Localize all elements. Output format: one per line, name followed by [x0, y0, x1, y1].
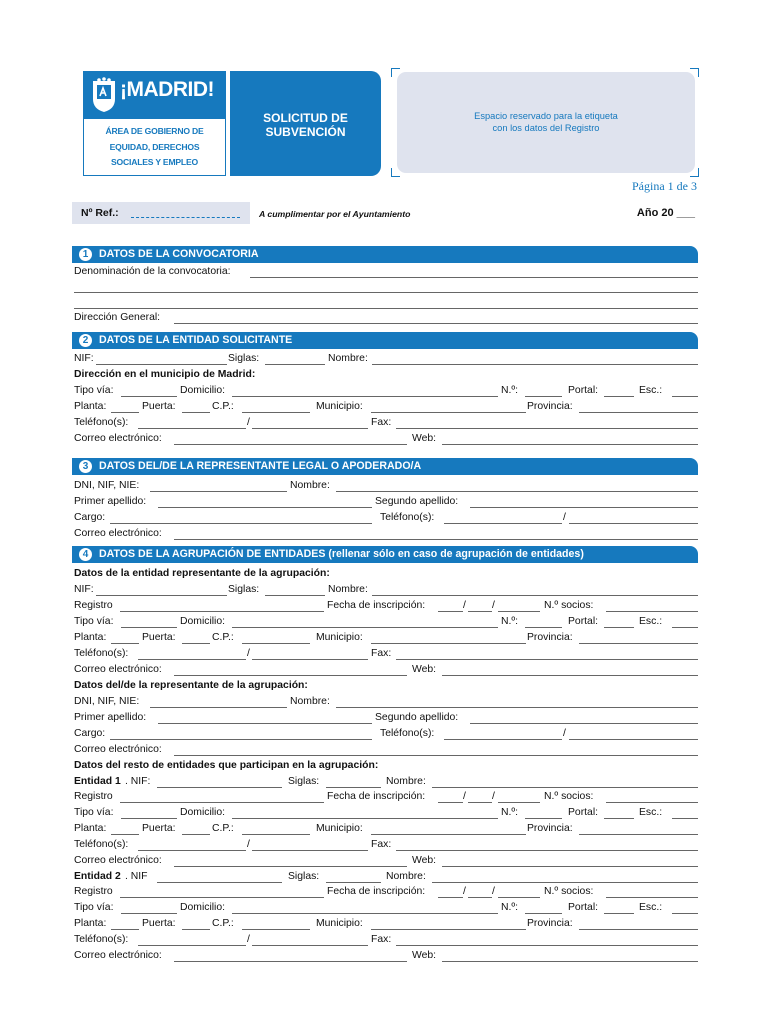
row-datos-rep-agrup — [74, 679, 698, 693]
provincia-label: Provincia: — [527, 632, 573, 643]
nombre-field[interactable] — [372, 364, 698, 365]
primer-apellido-label: Primer apellido: — [74, 496, 147, 507]
nombre-label: Nombre: — [290, 696, 330, 707]
page-number: Página 1 de 3 — [632, 179, 697, 193]
numero-label: N.º: — [501, 385, 519, 396]
domicilio-field[interactable] — [232, 913, 498, 914]
planta-field[interactable] — [111, 834, 139, 835]
provincia-label: Provincia: — [527, 401, 573, 412]
municipio-field[interactable] — [371, 834, 526, 835]
puerta-label: Puerta: — [142, 918, 176, 929]
domicilio-field[interactable] — [232, 627, 498, 628]
cargo-label: Cargo: — [74, 512, 106, 523]
row-planta — [74, 917, 698, 931]
row-correo — [74, 854, 698, 868]
siglas-field[interactable] — [326, 787, 381, 788]
nombre-label: Nombre: — [290, 480, 330, 491]
esc-field[interactable] — [672, 818, 698, 819]
nif-label: NIF: — [74, 584, 94, 595]
nombre-field[interactable] — [336, 707, 698, 708]
section-title: DATOS DEL/DE LA REPRESENTANTE LEGAL O APODERADO/A — [99, 460, 422, 472]
nif-field[interactable] — [157, 787, 282, 788]
row-entidad2-nif — [74, 870, 698, 884]
slash: / — [463, 600, 466, 611]
fax-field[interactable] — [396, 428, 698, 429]
primer-apellido-field[interactable] — [158, 723, 372, 724]
nif-label: NIF: — [74, 353, 94, 364]
fecha-inscripcion-label: Fecha de inscripción: — [327, 791, 426, 802]
fecha-anio-field[interactable] — [498, 897, 540, 898]
section-1-header — [72, 246, 698, 263]
fax-label: Fax: — [371, 839, 392, 850]
nif-field[interactable] — [96, 364, 227, 365]
subheading: Datos del/de la representante de la agrupación: — [74, 680, 308, 691]
section-title: DATOS DE LA CONVOCATORIA — [99, 248, 259, 260]
web-field[interactable] — [442, 675, 698, 676]
fecha-mes-field[interactable] — [468, 611, 492, 612]
tipo-via-field[interactable] — [121, 913, 177, 914]
provincia-field[interactable] — [579, 929, 698, 930]
correo-field[interactable] — [174, 444, 407, 445]
cp-label: C.P.: — [212, 632, 234, 643]
tipo-via-field[interactable] — [121, 627, 177, 628]
puerta-label: Puerta: — [142, 401, 176, 412]
portal-label: Portal: — [568, 385, 599, 396]
provincia-label: Provincia: — [527, 823, 573, 834]
nombre-field[interactable] — [432, 882, 698, 883]
fecha-anio-field[interactable] — [498, 802, 540, 803]
title-line-2: SUBVENCIÓN — [265, 125, 346, 139]
web-label: Web: — [412, 950, 437, 961]
cp-field[interactable] — [242, 643, 310, 644]
web-field[interactable] — [442, 444, 698, 445]
denominacion-field[interactable] — [250, 277, 698, 278]
row-dni-nombre — [74, 695, 698, 709]
cp-field[interactable] — [242, 834, 310, 835]
tipo-via-label: Tipo vía: — [74, 385, 114, 396]
slash: / — [463, 886, 466, 897]
portal-field[interactable] — [604, 396, 634, 397]
siglas-field[interactable] — [265, 595, 325, 596]
nombre-label: Nombre: — [386, 871, 426, 882]
section-title: DATOS DE LA ENTIDAD SOLICITANTE — [99, 334, 293, 346]
tipo-via-label: Tipo vía: — [74, 807, 114, 818]
row-planta — [74, 822, 698, 836]
correo-field[interactable] — [174, 866, 407, 867]
cp-label: C.P.: — [212, 401, 234, 412]
municipio-label: Municipio: — [316, 632, 363, 643]
row-denominacion — [74, 265, 698, 279]
siglas-field[interactable] — [326, 882, 381, 883]
slash: / — [492, 886, 495, 897]
correo-field[interactable] — [174, 961, 407, 962]
tipo-via-field[interactable] — [121, 396, 177, 397]
corner-mark — [690, 68, 699, 77]
slash: / — [247, 648, 250, 659]
row-correo — [74, 432, 698, 446]
row-correo — [74, 527, 698, 541]
nombre-field[interactable] — [372, 595, 698, 596]
dni-field[interactable] — [150, 707, 287, 708]
nombre-field[interactable] — [432, 787, 698, 788]
registry-line-2: con los datos del Registro — [492, 123, 600, 133]
dni-field[interactable] — [150, 491, 287, 492]
web-label: Web: — [412, 664, 437, 675]
esc-label: Esc.: — [639, 385, 663, 396]
fax-field[interactable] — [396, 659, 698, 660]
portal-field[interactable] — [604, 913, 634, 914]
direccion-general-label: Dirección General: — [74, 312, 161, 323]
telefono-1-field[interactable] — [138, 850, 246, 851]
corner-mark — [391, 68, 400, 77]
fecha-mes-field[interactable] — [468, 802, 492, 803]
telefonos-label: Teléfono(s): — [74, 417, 129, 428]
cargo-label: Cargo: — [74, 728, 106, 739]
correo-label: Correo electrónico: — [74, 950, 162, 961]
ref-field[interactable] — [131, 217, 240, 218]
section-number: 4 — [79, 548, 92, 561]
ref-box — [72, 202, 250, 224]
primer-apellido-label: Primer apellido: — [74, 712, 147, 723]
registro-label: Registro — [74, 791, 113, 802]
municipio-field[interactable] — [371, 643, 526, 644]
row-registro — [74, 790, 698, 804]
num-socios-label: N.º socios: — [544, 886, 594, 897]
segundo-apellido-label: Segundo apellido: — [375, 496, 459, 507]
registry-text — [397, 110, 695, 134]
fecha-mes-field[interactable] — [468, 897, 492, 898]
siglas-label: Siglas: — [228, 353, 260, 364]
cp-label: C.P.: — [212, 918, 234, 929]
denominacion-field-line-3[interactable] — [74, 308, 698, 309]
nif-field[interactable] — [157, 882, 282, 883]
madrid-crest-icon — [90, 77, 118, 113]
admin-note: A cumplimentar por el Ayuntamiento — [259, 209, 411, 219]
segundo-apellido-field[interactable] — [470, 507, 698, 508]
nombre-label: Nombre: — [328, 353, 368, 364]
siglas-label: Siglas: — [228, 584, 260, 595]
puerta-field[interactable] — [182, 834, 210, 835]
primer-apellido-field[interactable] — [158, 507, 372, 508]
entidad1-nif-label: . NIF: — [125, 776, 151, 787]
logo-band — [84, 72, 225, 119]
row-entidad1-nif — [74, 775, 698, 789]
area-gobierno — [84, 124, 225, 171]
row-apellidos — [74, 711, 698, 725]
municipio-label: Municipio: — [316, 401, 363, 412]
telefonos-label: Teléfono(s): — [380, 512, 435, 523]
row-datos-resto — [74, 759, 698, 773]
siglas-label: Siglas: — [288, 776, 320, 787]
correo-label: Correo electrónico: — [74, 433, 162, 444]
siglas-field[interactable] — [265, 364, 325, 365]
correo-field[interactable] — [174, 539, 698, 540]
portal-label: Portal: — [568, 902, 599, 913]
siglas-label: Siglas: — [288, 871, 320, 882]
telefonos-label: Teléfono(s): — [74, 648, 129, 659]
numero-label: N.º: — [501, 616, 519, 627]
num-socios-field[interactable] — [606, 897, 698, 898]
row-telefonos — [74, 416, 698, 430]
nif-field[interactable] — [96, 595, 227, 596]
cp-field[interactable] — [242, 412, 310, 413]
municipio-field[interactable] — [371, 929, 526, 930]
domicilio-label: Domicilio: — [180, 807, 226, 818]
row-cargo — [74, 727, 698, 741]
row-planta — [74, 400, 698, 414]
esc-field[interactable] — [672, 396, 698, 397]
form-title — [230, 71, 381, 176]
row-correo — [74, 949, 698, 963]
esc-label: Esc.: — [639, 616, 663, 627]
row-planta — [74, 631, 698, 645]
fax-field[interactable] — [396, 945, 698, 946]
planta-label: Planta: — [74, 401, 107, 412]
numero-field[interactable] — [525, 913, 562, 914]
row-tipo-via — [74, 615, 698, 629]
num-socios-field[interactable] — [606, 802, 698, 803]
fax-field[interactable] — [396, 850, 698, 851]
area-line-3: SOCIALES Y EMPLEO — [110, 157, 198, 167]
tipo-via-label: Tipo vía: — [74, 902, 114, 913]
row-registro — [74, 885, 698, 899]
telefono-2-field[interactable] — [252, 659, 368, 660]
entidad2-nif-label: . NIF — [125, 871, 148, 882]
row-nif-siglas-nombre — [74, 352, 698, 366]
madrid-logo — [83, 71, 226, 176]
planta-label: Planta: — [74, 823, 107, 834]
row-dni-nombre — [74, 479, 698, 493]
telefono-1-field[interactable] — [444, 523, 562, 524]
esc-label: Esc.: — [639, 902, 663, 913]
registro-field[interactable] — [120, 802, 324, 803]
web-label: Web: — [412, 433, 437, 444]
provincia-label: Provincia: — [527, 918, 573, 929]
fecha-dia-field[interactable] — [438, 611, 463, 612]
esc-label: Esc.: — [639, 807, 663, 818]
row-telefonos — [74, 838, 698, 852]
correo-label: Correo electrónico: — [74, 855, 162, 866]
web-label: Web: — [412, 855, 437, 866]
fecha-inscripcion-label: Fecha de inscripción: — [327, 886, 426, 897]
dni-label: DNI, NIF, NIE: — [74, 480, 140, 491]
row-telefonos — [74, 647, 698, 661]
correo-label: Correo electrónico: — [74, 664, 162, 675]
telefono-2-field[interactable] — [569, 523, 698, 524]
num-socios-label: N.º socios: — [544, 600, 594, 611]
row-nif-siglas-nombre — [74, 583, 698, 597]
row-datos-entidad-rep — [74, 567, 698, 581]
section-number: 3 — [79, 460, 92, 473]
tipo-via-field[interactable] — [121, 818, 177, 819]
row-tipo-via — [74, 384, 698, 398]
portal-label: Portal: — [568, 616, 599, 627]
slash: / — [463, 791, 466, 802]
domicilio-label: Domicilio: — [180, 616, 226, 627]
planta-label: Planta: — [74, 918, 107, 929]
row-correo — [74, 663, 698, 677]
direccion-madrid-label: Dirección en el municipio de Madrid: — [74, 369, 256, 380]
registry-line-1: Espacio reservado para la etiqueta — [474, 111, 618, 121]
puerta-field[interactable] — [182, 929, 210, 930]
section-number: 2 — [79, 334, 92, 347]
registry-box — [397, 72, 695, 173]
numero-label: N.º: — [501, 902, 519, 913]
corner-mark — [391, 168, 400, 177]
num-socios-field[interactable] — [606, 611, 698, 612]
cp-field[interactable] — [242, 929, 310, 930]
telefono-1-field[interactable] — [138, 945, 246, 946]
municipio-field[interactable] — [371, 412, 526, 413]
portal-label: Portal: — [568, 807, 599, 818]
numero-field[interactable] — [525, 396, 562, 397]
denominacion-field-line-2[interactable] — [74, 292, 698, 293]
registro-label: Registro — [74, 886, 113, 897]
fecha-dia-field[interactable] — [438, 802, 463, 803]
planta-field[interactable] — [111, 412, 139, 413]
correo-label: Correo electrónico: — [74, 744, 162, 755]
correo-label: Correo electrónico: — [74, 528, 162, 539]
correo-field[interactable] — [174, 675, 407, 676]
denominacion-label: Denominación de la convocatoria: — [74, 266, 231, 277]
domicilio-field[interactable] — [232, 396, 498, 397]
nombre-field[interactable] — [336, 491, 698, 492]
registro-label: Registro — [74, 600, 113, 611]
puerta-label: Puerta: — [142, 823, 176, 834]
entidad1-label: Entidad 1 — [74, 776, 121, 787]
logo-text: ¡MADRID! — [120, 78, 214, 101]
telefono-2-field[interactable] — [252, 428, 368, 429]
subheading: Datos de la entidad representante de la agrupación: — [74, 568, 330, 579]
slash: / — [247, 417, 250, 428]
web-field[interactable] — [442, 961, 698, 962]
segundo-apellido-field[interactable] — [470, 723, 698, 724]
row-telefonos — [74, 933, 698, 947]
fecha-anio-field[interactable] — [498, 611, 540, 612]
planta-field[interactable] — [111, 929, 139, 930]
planta-field[interactable] — [111, 643, 139, 644]
tipo-via-label: Tipo vía: — [74, 616, 114, 627]
section-3-header — [72, 458, 698, 475]
row-cargo — [74, 511, 698, 525]
telefono-1-field[interactable] — [138, 659, 246, 660]
puerta-field[interactable] — [182, 643, 210, 644]
area-line-2: EQUIDAD, DERECHOS — [109, 141, 200, 152]
telefonos-label: Teléfono(s): — [380, 728, 435, 739]
section-4-header — [72, 546, 698, 563]
row-registro — [74, 599, 698, 613]
provincia-field[interactable] — [579, 643, 698, 644]
section-number: 1 — [79, 248, 92, 261]
cargo-field[interactable] — [110, 739, 372, 740]
telefono-2-field[interactable] — [569, 739, 698, 740]
row-apellidos — [74, 495, 698, 509]
fax-label: Fax: — [371, 417, 392, 428]
num-socios-label: N.º socios: — [544, 791, 594, 802]
numero-field[interactable] — [525, 818, 562, 819]
domicilio-label: Domicilio: — [180, 902, 226, 913]
entidad2-label: Entidad 2 — [74, 871, 121, 882]
portal-field[interactable] — [604, 818, 634, 819]
numero-label: N.º: — [501, 807, 519, 818]
slash: / — [247, 839, 250, 850]
registro-field[interactable] — [120, 897, 324, 898]
municipio-label: Municipio: — [316, 918, 363, 929]
numero-field[interactable] — [525, 627, 562, 628]
slash: / — [492, 791, 495, 802]
esc-field[interactable] — [672, 913, 698, 914]
telefono-1-field[interactable] — [444, 739, 562, 740]
planta-label: Planta: — [74, 632, 107, 643]
registro-field[interactable] — [120, 611, 324, 612]
provincia-field[interactable] — [579, 834, 698, 835]
municipio-label: Municipio: — [316, 823, 363, 834]
telefono-1-field[interactable] — [138, 428, 246, 429]
web-field[interactable] — [442, 866, 698, 867]
row-tipo-via — [74, 806, 698, 820]
telefono-2-field[interactable] — [252, 850, 368, 851]
section-title: DATOS DE LA AGRUPACIÓN DE ENTIDADES (rellenar sólo en caso de agrupación de entidades) — [99, 548, 584, 560]
nombre-label: Nombre: — [386, 776, 426, 787]
fecha-dia-field[interactable] — [438, 897, 463, 898]
nombre-label: Nombre: — [328, 584, 368, 595]
telefono-2-field[interactable] — [252, 945, 368, 946]
slash: / — [247, 934, 250, 945]
cargo-field[interactable] — [110, 523, 372, 524]
segundo-apellido-label: Segundo apellido: — [375, 712, 459, 723]
title-line-1: SOLICITUD DE — [263, 111, 348, 125]
ref-label: Nº Ref.: — [81, 207, 119, 219]
correo-field[interactable] — [174, 755, 698, 756]
corner-mark — [690, 168, 699, 177]
slash: / — [563, 728, 566, 739]
row-correo — [74, 743, 698, 757]
telefonos-label: Teléfono(s): — [74, 934, 129, 945]
slash: / — [492, 600, 495, 611]
fax-label: Fax: — [371, 648, 392, 659]
row-tipo-via — [74, 901, 698, 915]
cp-label: C.P.: — [212, 823, 234, 834]
telefonos-label: Teléfono(s): — [74, 839, 129, 850]
area-line-1: ÁREA DE GOBIERNO DE — [105, 126, 204, 136]
direccion-general-field[interactable] — [174, 323, 698, 324]
slash: / — [563, 512, 566, 523]
portal-field[interactable] — [604, 627, 634, 628]
row-direccion-madrid — [74, 368, 698, 382]
section-2-header — [72, 332, 698, 349]
fax-label: Fax: — [371, 934, 392, 945]
dni-label: DNI, NIF, NIE: — [74, 696, 140, 707]
puerta-field[interactable] — [182, 412, 210, 413]
row-direccion-general — [74, 311, 698, 325]
fecha-inscripcion-label: Fecha de inscripción: — [327, 600, 426, 611]
year-field[interactable]: Año 20 ___ — [636, 207, 695, 219]
domicilio-label: Domicilio: — [180, 385, 226, 396]
subheading: Datos del resto de entidades que participan en la agrupación: — [74, 760, 379, 771]
domicilio-field[interactable] — [232, 818, 498, 819]
provincia-field[interactable] — [579, 412, 698, 413]
puerta-label: Puerta: — [142, 632, 176, 643]
esc-field[interactable] — [672, 627, 698, 628]
